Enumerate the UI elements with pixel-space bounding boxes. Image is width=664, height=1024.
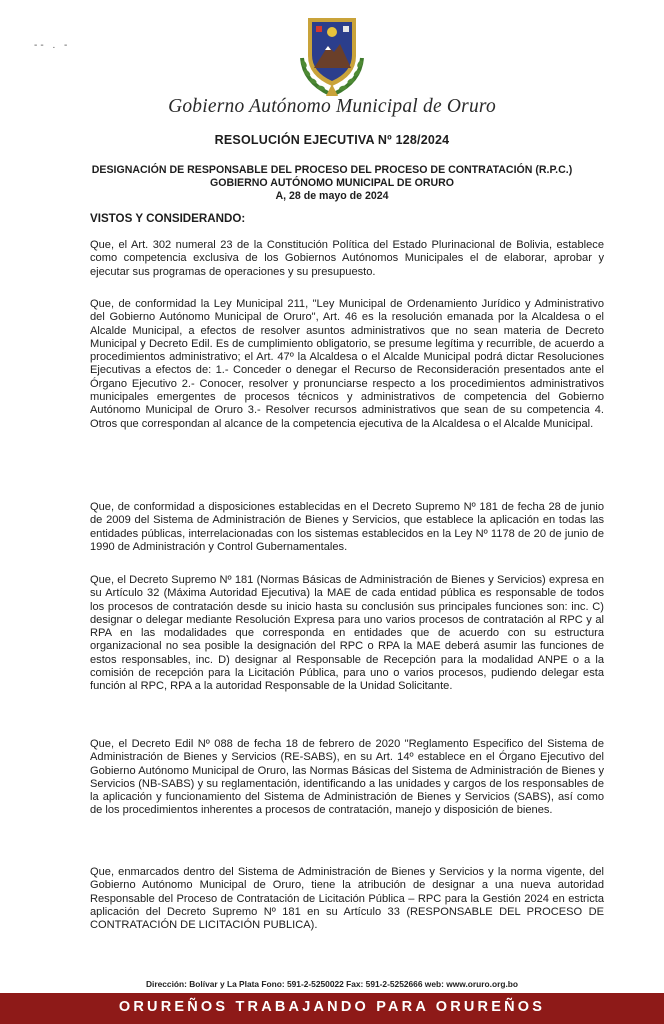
resolution-subtitle: DESIGNACIÓN DE RESPONSABLE DEL PROCESO DEL PROCESO DE CONTRATACIÓN (R.P.C.): [91, 164, 573, 176]
resolution-issuer: GOBIERNO AUTÓNOMO MUNICIPAL DE ORURO: [209, 177, 455, 189]
paragraph: [90, 298, 604, 431]
paragraph-text: Que, el Art. 302 numeral 23 de la Constitución Política del Estado Plurinacional de Bolivia, establece como competencia exclusiva de los Gobiernos Autónomos Municipales el de elaborar, aprobar y ejecutar sus programas de operaciones y su presupuesto.: [90, 239, 604, 278]
resolution-date: A, 28 de mayo de 2024: [275, 190, 389, 202]
footer-contact-line: Dirección: Bolívar y La Plata Fono: 591-2-5250022 Fax: 591-2-5252666 web: www.oruro.org.bo: [145, 979, 519, 989]
paragraph: [90, 738, 604, 818]
footer-slogan: ORUREÑOS TRABAJANDO PARA ORUREÑOS: [118, 999, 546, 1015]
paragraph-text: Que, de conformidad a disposiciones establecidas en el Decreto Supremo Nº 181 de fecha 28 de junio de 2009 del Sistema de Administración de Bienes y Servicios, que establece la aplicación en todas las entidades públicas, interrelacionadas con los sistemas establecidos en la Ley Nº 1178 de 20 de junio de 1990 de Administración y Control Gubernamentales.: [90, 501, 604, 553]
organization-name: Gobierno Autónomo Municipal de Oruro: [168, 96, 496, 117]
paragraph: [90, 501, 604, 554]
resolution-subtitle-block: [0, 164, 664, 203]
section-heading: VISTOS Y CONSIDERANDO:: [90, 212, 246, 225]
paragraph: [90, 239, 604, 279]
paragraph: [90, 866, 604, 932]
municipal-coat-of-arms-icon: [294, 12, 370, 98]
paragraph-text: Que, enmarcados dentro del Sistema de Administración de Bienes y Servicios y la norma vigente, del Gobierno Autónomo Municipal de Oruro, tiene la atribución de designar a una nueva autoridad Responsable del Proceso de Contratación de Licitación Pública – RPC para la Gestión 2024 en estricta aplicación del Decreto Supremo Nº 181 en su Artículo 33 (RESPONSABLE DEL PROCESO DE CONTRATACIÓN DE LICITACIÓN PUBLICA).: [90, 866, 604, 932]
scan-artifact: -- . -: [34, 40, 71, 51]
paragraph-text: Que, de conformidad la Ley Municipal 211, "Ley Municipal de Ordenamiento Jurídico y Administrativo del Gobierno Autónomo Municipal de Oruro", Art. 46 es la resolución emanada por la Alcaldesa o el Alcalde Municipal, a efectos de resolver asuntos administrativos que no sean materia de Decreto Municipal y Decreto Edil. Es de cumplimiento obligatorio, se presume legítima y recurrible, de acuerdo a procedimientos administrativo; el Art. 47º la Alcaldesa o el Alcalde Municipal podrá dictar Resoluciones Ejecutivas a efectos de: 1.- Conceder o denegar el Recurso de Reconsideración presentados ante el Órgano Ejecutivo 2.- Conocer, resolver y pronunciarse respecto a los procedimientos administrativos municipales emergentes de procesos técnicos y administrativos de competencia del Gobierno Autónomo Municipal de Oruro 3.- Resolver recursos administrativos que sean de su competencia 4. Otros que correspondan al alcance de la competencia ejecutiva de la Alcaldesa o el Alcalde Municipal.: [90, 298, 604, 430]
resolution-title: RESOLUCIÓN EJECUTIVA Nº 128/2024: [214, 133, 450, 147]
paragraph: [90, 574, 604, 694]
paragraph-text: Que, el Decreto Edil Nº 088 de fecha 18 de febrero de 2020 "Reglamento Especifico del Sistema de Administración de Bienes y Servicios (RE-SABS), en su Art. 14º establece en el Órgano Ejecutivo del Gobierno Autónomo Municipal de Oruro, las Normas Básicas del Sistema de Administración de Bienes y Servicios (NB-SABS) y su reglamentación, identificando a las unidades y cargos de los responsables de la aplicación y funcionamiento del Sistema de Administración de Bienes y Servicios (SABS), así como de los procedimientos inherentes a procesos de contratación, manejo y disposición de bienes.: [90, 738, 604, 817]
paragraph-text: Que, el Decreto Supremo Nº 181 (Normas Básicas de Administración de Bienes y Servicios) expresa en su Artículo 32 (Máxima Autoridad Ejecutiva) la MAE de cada entidad pública es responsable de todos los procesos de contratación desde su inicio hasta su conclusión sus principales funciones son: inc. C) designar o delegar mediante Resolución Expresa para uno varios procesos de contratación al RPC y al RPA en las modalidades que corresponda en entidades que de acuerdo con su estructura organizacional no sea posible la designación del RPC o RPA la MAE deberá asumir las funciones de estos responsables, inc. D) designar al Responsable de Recepción para la modalidad ANPE o a la comisión de recepción para la Licitación Pública, para uno o varios procesos, pudiendo delegar esta función al RPC, RPA a la autoridad Responsable de la Unidad Solicitante.: [90, 574, 604, 693]
